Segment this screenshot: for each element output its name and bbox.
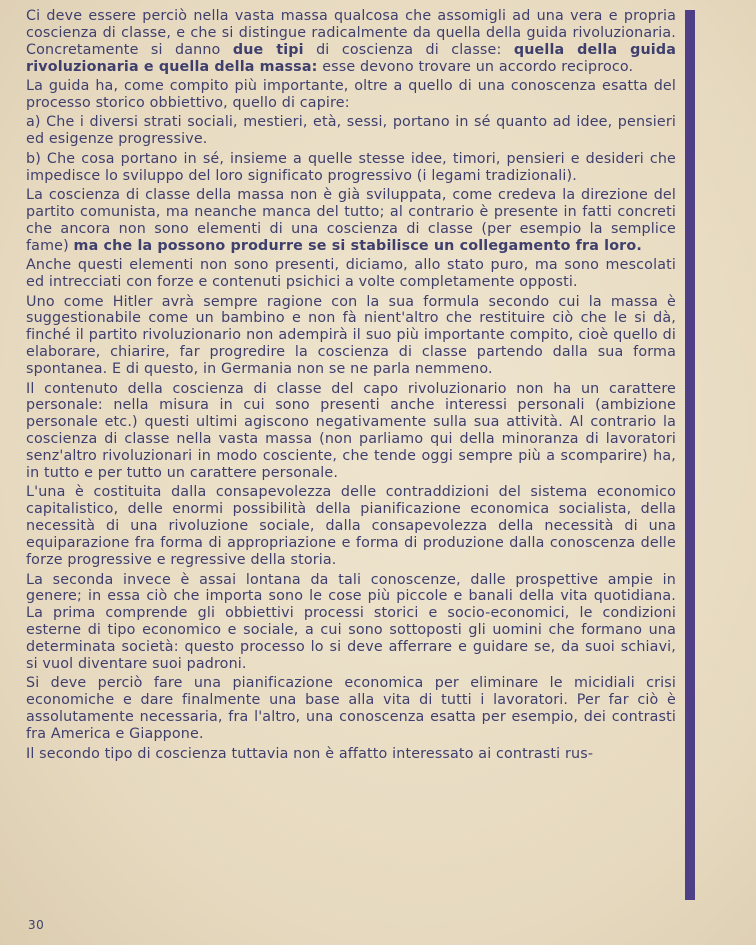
bold-text: due tipi [232,41,304,58]
text-run: Si deve perciò fare una pianificazione economica per eliminare le micidiali crisi economiche e dare finalmente una base alla vita di tutti i lavoratori. Per far ciò è assolutamente necessaria, fra l'altro, una conoscenza esatta per esempio, dei contrasti fra America e Giappone. [26,675,676,743]
bold-text: ma che la possono produrre se si stabilisce un collegamento fra loro. [73,237,642,254]
paragraph [26,484,676,569]
text-run: Il secondo tipo di coscienza tuttavia non è affatto interessato ai contrasti rus- [26,745,594,762]
paragraph [26,572,676,673]
paragraph [26,746,676,763]
paragraph [26,257,676,291]
paragraph [26,78,676,112]
bold-text: quella della guida rivoluzionaria e quella della massa: [26,41,677,75]
paragraph [26,151,676,185]
text-run: Ci deve essere perciò nella vasta massa qualcosa che assomigli ad una vera e propria coscienza di classe, e che si distingue radicalmente da quella della guida rivoluzionaria. Concretamente si danno [26,8,676,58]
text-run: Anche questi elementi non sono presenti, diciamo, allo stato puro, ma sono mescolati ed intrecciati con forze e contenuti psichici a volte completamente opposti. [26,257,676,291]
paragraph [26,381,676,482]
paragraph [26,8,676,76]
body-text [26,8,676,765]
text-run: La guida ha, come compito più importante, oltre a quello di una conoscenza esatta del processo storico obbiettivo, quello di capire: [26,78,676,112]
paragraph [26,114,676,148]
paragraph [26,187,676,255]
text-run: a) Che i diversi strati sociali, mestieri, età, sessi, portano in sé quanto ad idee, pensieri ed esigenze progressive. [26,114,676,148]
text-run: La seconda invece è assai lontana da tali conoscenze, dalle prospettive ampie in genere; in essa ciò che importa sono le cose più piccole e banali della vita quotidiana. La prima comprende gli obbiettivi processi storici e socio-economici, le condizioni esterne di tipo economico e sociale, a cui sono sottoposti gli uomini che formano una determinata società: questo processo lo si deve afferrare e guidare se, da suoi schiavi, si vuol diventare suoi padroni. [26,571,676,673]
text-run: Il contenuto della coscienza di classe del capo rivoluzionario non ha un carattere personale: nella misura in cui sono presenti anche interessi personali (ambizione personale etc.) questi ultimi agiscono negativamente sulla sua attività. Al contrario la coscienza di classe nella vasta massa (non parliamo qui della minoranza di lavoratori senz'altro rivoluzionari in modo cosciente, che tende oggi sempre più a scomparire) ha, in tutto e per tutto un carattere personale. [26,380,676,482]
text-run: La coscienza di classe della massa non è già sviluppata, come credeva la direzione del partito comunista, ma neanche manca del tutto; al contrario è presente in fatti concreti che ancora non sono elementi di una coscienza di classe (per esempio la semplice fame) [26,187,676,254]
paragraph [26,294,676,379]
text-run: b) Che cosa portano in sé, insieme a quelle stesse idee, timori, pensieri e desideri che impedisce lo sviluppo del loro significato progressivo (i legami tradizionali). [26,150,676,184]
text-run: Uno come Hitler avrà sempre ragione con la sua formula secondo cui la massa è suggestionabile come un bambino e non fà nient'altro che restituire ciò che le si dà, finché il partito rivoluzionario non adempirà il suo più importante compito, cioè quello di elaborare, chiarire, far progredire la coscienza di classe partendo dalla sua forma spontanea. E di questo, in Germania non se ne parla nemmeno. [26,293,676,378]
side-bar-accent [685,10,695,900]
text-run: di coscienza di classe: [303,41,514,58]
text-run: esse devono trovare un accordo reciproco. [317,58,634,75]
paragraph [26,675,676,743]
page-number: 30 [28,918,45,932]
text-run: L'una è costituita dalla consapevolezza delle contraddizioni del sistema economico capitalistico, delle enormi possibilità della pianificazione economica socialista, della necessità di una rivoluzione sociale, dalla consapevolezza della necessità di una equiparazione fra forma di appropriazione e forma di produzione dalla conoscenza delle forze progressive e regressive della storia. [26,484,676,569]
